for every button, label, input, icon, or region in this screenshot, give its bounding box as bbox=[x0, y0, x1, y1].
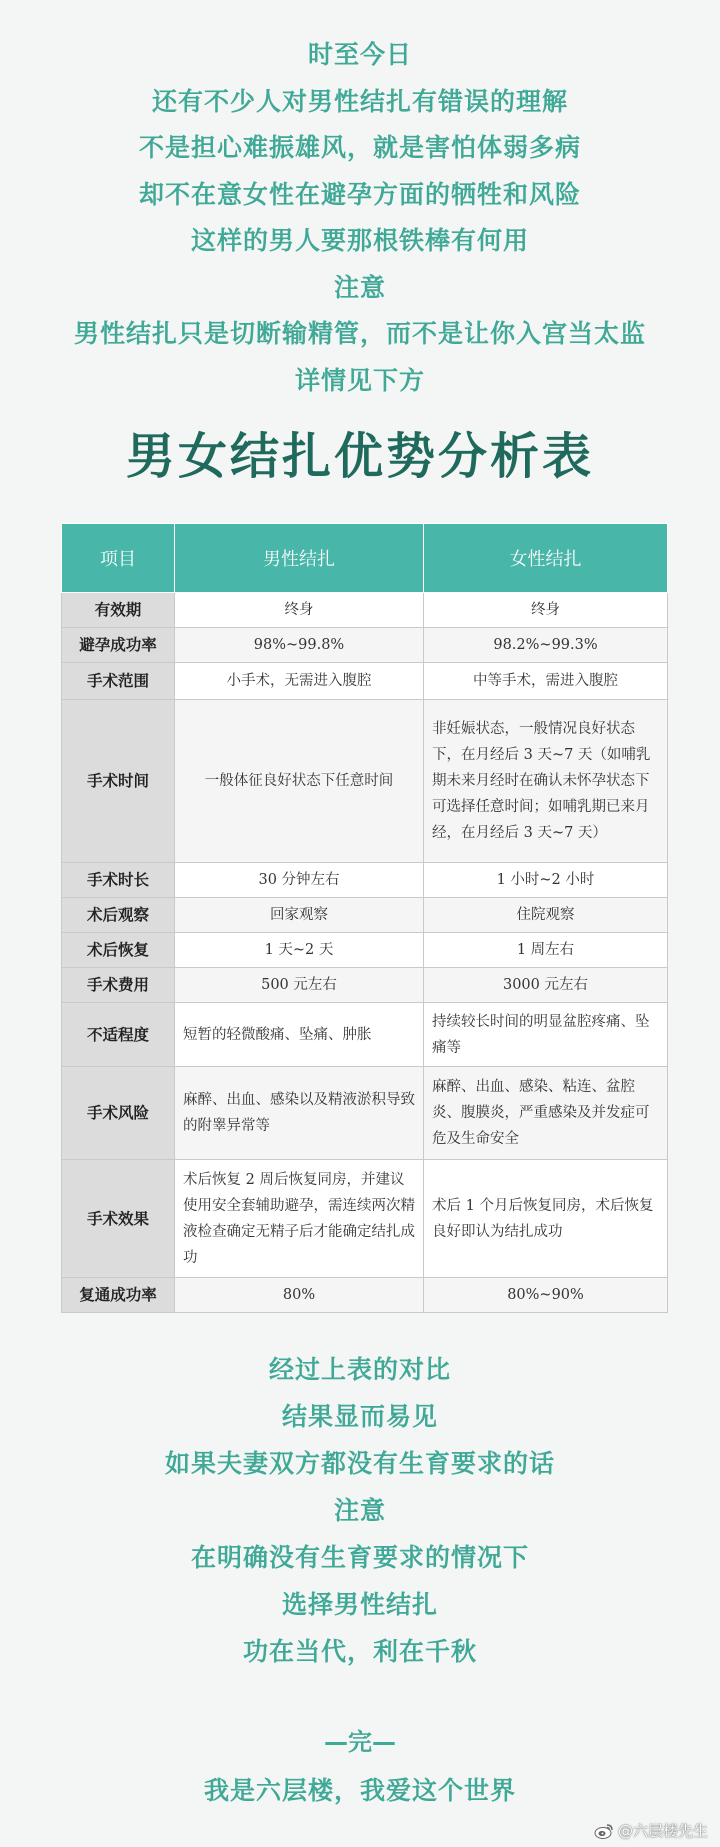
table-row bbox=[62, 1278, 668, 1313]
female-cell: 麻醉、出血、感染、粘连、盆腔炎、腹膜炎，严重感染及并发症可危及生命安全 bbox=[424, 1067, 668, 1160]
table-row bbox=[62, 663, 668, 700]
table-row bbox=[62, 700, 668, 863]
row-label: 手术风险 bbox=[62, 1067, 175, 1160]
table-row bbox=[62, 1160, 668, 1278]
table-row bbox=[62, 933, 668, 968]
end-mark: —完— bbox=[324, 1728, 396, 1756]
outro-line: 功在当代，利在千秋 bbox=[242, 1637, 477, 1666]
watermark-text: @六层楼先生 bbox=[617, 1822, 708, 1840]
row-label: 手术时长 bbox=[62, 863, 175, 898]
table-row bbox=[62, 628, 668, 663]
female-cell: 中等手术，需进入腹腔 bbox=[424, 663, 668, 700]
table-row bbox=[62, 1003, 668, 1067]
female-cell: 1 周左右 bbox=[424, 933, 668, 968]
female-cell: 术后 1 个月后恢复同房，术后恢复良好即认为结扎成功 bbox=[424, 1160, 668, 1278]
outro-text-block bbox=[0, 1346, 720, 1675]
table-header-row bbox=[62, 524, 668, 593]
comparison-table bbox=[61, 523, 668, 1313]
row-label: 手术费用 bbox=[62, 968, 175, 1003]
female-cell: 住院观察 bbox=[424, 898, 668, 933]
weibo-icon bbox=[594, 1823, 614, 1839]
row-label: 手术范围 bbox=[62, 663, 175, 700]
column-header-item: 项目 bbox=[62, 524, 175, 593]
intro-line: 男性结扎只是切断输精管，而不是让你入宫当太监 bbox=[73, 319, 646, 348]
intro-line: 时至今日 bbox=[307, 40, 412, 69]
row-label: 不适程度 bbox=[62, 1003, 175, 1067]
column-header-male: 男性结扎 bbox=[175, 524, 424, 593]
row-label: 避孕成功率 bbox=[62, 628, 175, 663]
table-row bbox=[62, 863, 668, 898]
table-row bbox=[62, 968, 668, 1003]
male-cell: 一般体征良好状态下任意时间 bbox=[175, 700, 424, 863]
male-cell: 30 分钟左右 bbox=[175, 863, 424, 898]
column-header-female: 女性结扎 bbox=[424, 524, 668, 593]
table-row bbox=[62, 593, 668, 628]
page-title: 男女结扎优势分析表 bbox=[125, 428, 594, 485]
intro-line: 这样的男人要那根铁棒有何用 bbox=[190, 226, 529, 255]
intro-line: 不是担心难振雄风，就是害怕体弱多病 bbox=[138, 133, 581, 162]
intro-line: 还有不少人对男性结扎有错误的理解 bbox=[151, 86, 568, 116]
row-label: 有效期 bbox=[62, 593, 175, 628]
outro-line: 经过上表的对比 bbox=[268, 1355, 451, 1384]
intro-line: 详情见下方 bbox=[294, 365, 425, 395]
male-cell: 短暂的轻微酸痛、坠痛、肿胀 bbox=[175, 1003, 424, 1067]
female-cell: 持续较长时间的明显盆腔疼痛、坠痛等 bbox=[424, 1003, 668, 1067]
row-label: 手术效果 bbox=[62, 1160, 175, 1278]
male-cell: 小手术，无需进入腹腔 bbox=[175, 663, 424, 700]
female-cell: 80%~90% bbox=[424, 1278, 668, 1313]
row-label: 手术时间 bbox=[62, 700, 175, 863]
male-cell: 回家观察 bbox=[175, 898, 424, 933]
male-cell: 1 天~2 天 bbox=[175, 933, 424, 968]
comparison-table-container bbox=[61, 523, 667, 1313]
signature-line: 我是六层楼，我爱这个世界 bbox=[203, 1776, 516, 1805]
male-cell: 术后恢复 2 周后恢复同房，并建议使用安全套辅助避孕，需连续两次精液检查确定无精子后才能确定结扎成功 bbox=[175, 1160, 424, 1278]
row-label: 复通成功率 bbox=[62, 1278, 175, 1313]
male-cell: 麻醉、出血、感染以及精液淤积导致的附睾异常等 bbox=[175, 1067, 424, 1160]
intro-text-block bbox=[0, 32, 720, 404]
table-row bbox=[62, 1067, 668, 1160]
male-cell: 98%~99.8% bbox=[175, 628, 424, 663]
outro-line: 选择男性结扎 bbox=[281, 1590, 438, 1619]
intro-line: 注意 bbox=[333, 272, 386, 302]
row-label: 术后恢复 bbox=[62, 933, 175, 968]
table-row bbox=[62, 898, 668, 933]
female-cell: 1 小时~2 小时 bbox=[424, 863, 668, 898]
watermark bbox=[594, 1820, 708, 1841]
outro-line: 如果夫妻双方都没有生育要求的话 bbox=[164, 1449, 555, 1478]
outro-line: 在明确没有生育要求的情况下 bbox=[190, 1543, 529, 1572]
male-cell: 80% bbox=[175, 1278, 424, 1313]
male-cell: 500 元左右 bbox=[175, 968, 424, 1003]
row-label: 术后观察 bbox=[62, 898, 175, 933]
outro-line: 注意 bbox=[333, 1496, 386, 1525]
female-cell: 3000 元左右 bbox=[424, 968, 668, 1003]
outro-line: 结果显而易见 bbox=[281, 1402, 438, 1431]
female-cell: 98.2%~99.3% bbox=[424, 628, 668, 663]
male-cell: 终身 bbox=[175, 593, 424, 628]
female-cell: 终身 bbox=[424, 593, 668, 628]
intro-line: 却不在意女性在避孕方面的牺牲和风险 bbox=[138, 179, 581, 209]
female-cell: 非妊娠状态，一般情况良好状态下，在月经后 3 天~7 天（如哺乳期未来月经时在确认未怀孕状态下可选择任意时间；如哺乳期已来月经，在月经后 3 天~7 天） bbox=[424, 700, 668, 863]
